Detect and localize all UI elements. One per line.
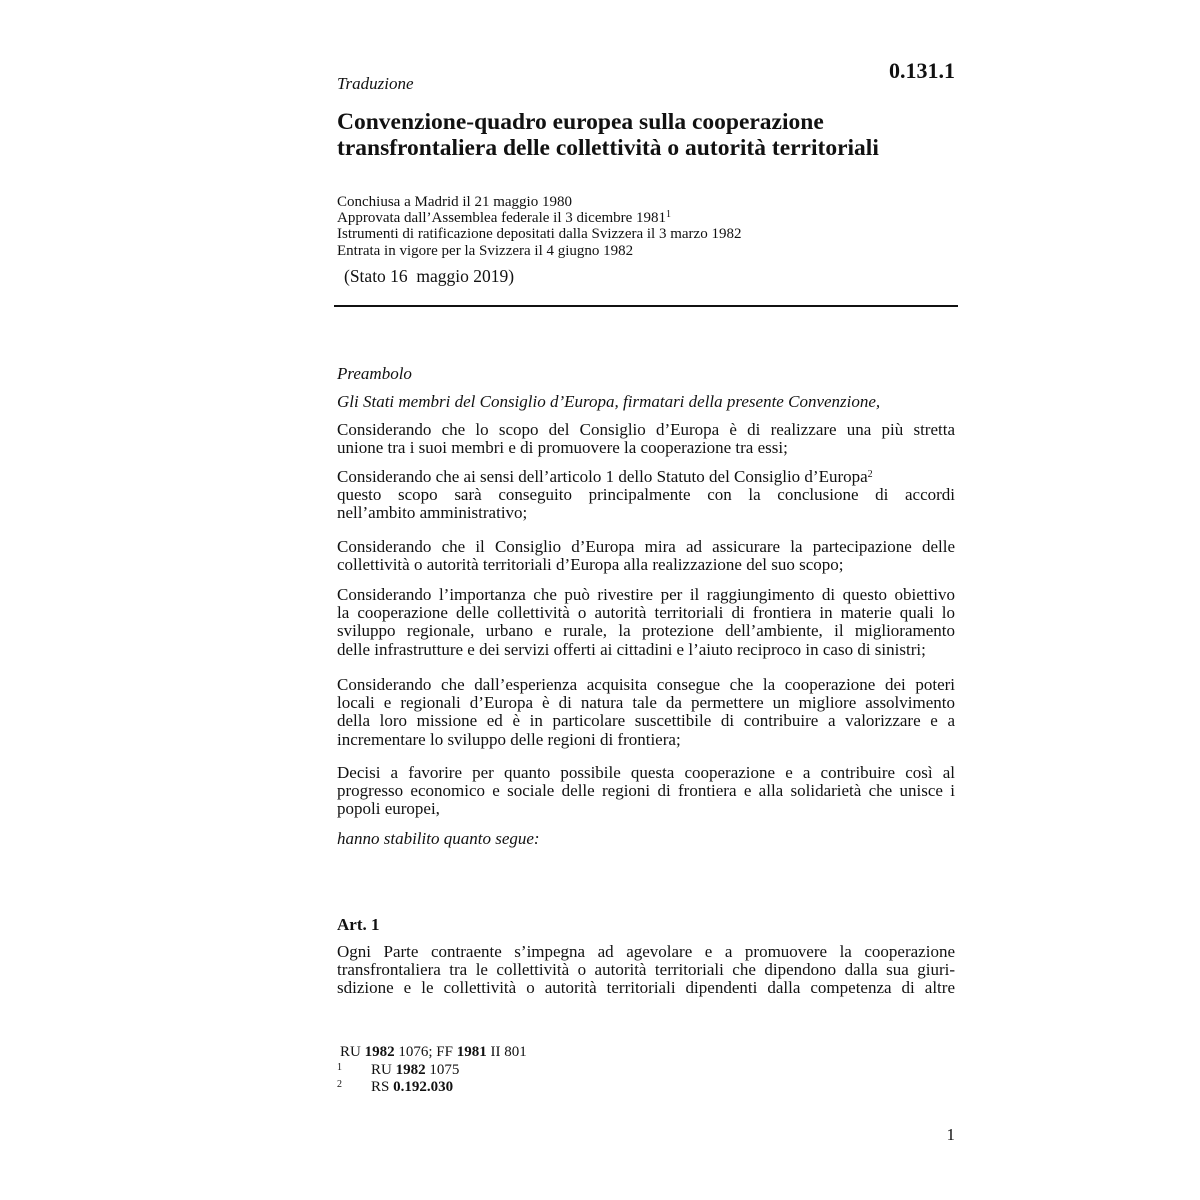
text-line: progresso economico e sociale delle regioni di frontiera e alla solidarietà che unisce i	[337, 781, 955, 801]
footnote-item: 1 RU 1982 1075	[337, 1061, 460, 1078]
text-line	[337, 468, 955, 486]
article-1-text	[337, 943, 955, 998]
title-line: transfrontaliera delle collettività o autorità territoriali	[337, 135, 879, 161]
text-line: Considerando l’importanza che può rivestire per il raggiungimento di questo obiettivo	[337, 585, 955, 604]
text-line: Considerando che il Consiglio d’Europa mira ad assicurare la partecipazione delle	[337, 537, 955, 556]
source-ff-ref: II 801	[490, 1044, 527, 1060]
preamble-paragraph-5	[337, 676, 955, 749]
footnotes	[337, 1044, 837, 1097]
preamble-intro: Gli Stati membri del Consiglio d’Europa, firmatari della presente Convenzione,	[337, 392, 881, 411]
text-line: transfrontaliera tra le collettività o autorità territoriali che dipendono dalla sua giuri-	[337, 960, 955, 980]
text-line: Ogni Parte contraente s’impegna ad agevolare e a promuovere la cooperazione	[337, 942, 955, 961]
preamble-closing: hanno stabilito quanto segue:	[337, 829, 540, 848]
page-number: 1	[946, 1125, 955, 1144]
text-line: questo scopo sarà conseguito principalmente con la conclusione di accordi	[337, 485, 955, 505]
footnote-ref[interactable]: 2	[867, 469, 873, 480]
preamble-heading: Preambolo	[337, 364, 412, 383]
footnote-rest: 1075	[429, 1061, 460, 1078]
text-line: della loro missione ed è in particolare suscettibile di contribuire a valorizzare e a	[337, 711, 955, 731]
sr-number: 0.131.1	[889, 58, 955, 83]
status-date: (Stato 16 maggio 2019)	[344, 266, 515, 286]
text-line: sdizione e le collettività o autorità territoriali dipendenti dalla competenza di altre	[337, 978, 955, 998]
footnote-bold: 0.192.030	[393, 1079, 454, 1095]
text-line: Considerando che lo scopo del Consiglio d’Europa è di realizzare una più stretta	[337, 420, 955, 439]
footnote-ref[interactable]: 1	[666, 209, 672, 221]
text-line: nell’ambito amministrativo;	[337, 503, 528, 523]
source-ff-year: 1981	[456, 1044, 487, 1060]
footnote-prefix: RS	[371, 1079, 390, 1095]
meta-approved-text: Approvata dall’Assemblea federale il 3 dicembre 1981	[337, 210, 667, 227]
preamble-paragraph-4	[337, 586, 955, 659]
text-line: unione tra i suoi membri e di promuovere la cooperazione tra essi;	[337, 438, 788, 458]
text-line-content: Considerando che ai sensi dell’articolo 1 dello Statuto del Consiglio d’Europa	[337, 467, 868, 486]
title-line: Convenzione-quadro europea sulla cooperazione	[337, 109, 824, 135]
text-line: locali e regionali d’Europa è di natura tale da permettere un migliore assolvimento	[337, 693, 955, 713]
text-line: Decisi a favorire per quanto possibile questa cooperazione e a contribuire così al	[337, 763, 955, 782]
preamble-paragraph-2	[337, 468, 955, 523]
article-1-heading: Art. 1	[337, 915, 380, 934]
meta-entry-into-force: Entrata in vigore per la Svizzera il 4 giugno 1982	[337, 242, 634, 259]
header-divider	[334, 305, 958, 307]
preamble-paragraph-1	[337, 421, 955, 457]
meta-concluded: Conchiusa a Madrid il 21 maggio 1980	[337, 194, 572, 210]
source-ru: RU	[340, 1044, 361, 1060]
footnote-item: 2 RS 0.192.030	[337, 1079, 454, 1095]
document-title	[337, 109, 957, 161]
footnote-bold: 1982	[395, 1061, 426, 1078]
text-line: incrementare lo sviluppo delle regioni di frontiera;	[337, 729, 681, 749]
footnote-prefix: RU	[371, 1061, 392, 1078]
text-line: la cooperazione delle collettività o autorità territoriali di frontiera in materie quali lo	[337, 603, 955, 623]
text-line: sviluppo regionale, urbano e rurale, la protezione dell’ambiente, il miglioramento	[337, 621, 955, 641]
source-ru-year: 1982	[364, 1044, 395, 1060]
text-line: popoli europei,	[337, 799, 440, 819]
text-line: delle infrastrutture e dei servizi offerti ai cittadini e l’aiuto reciproco in caso di sinistri;	[337, 639, 926, 659]
source-ru-page: 1076; FF	[398, 1044, 453, 1060]
meta-approved	[337, 210, 957, 226]
meta-ratification: Istrumenti di ratificazione depositati dalla Svizzera il 3 marzo 1982	[337, 226, 742, 243]
text-line: Considerando che dall’esperienza acquisita consegue che la cooperazione dei poteri	[337, 675, 955, 694]
preamble-paragraph-3	[337, 538, 955, 574]
source-reference	[337, 1044, 837, 1062]
document-metadata	[337, 194, 957, 259]
translation-label: Traduzione	[337, 74, 414, 93]
preamble-paragraph-6	[337, 764, 955, 819]
text-line: collettività o autorità territoriali d’Europa alla realizzazione del suo scopo;	[337, 555, 844, 575]
